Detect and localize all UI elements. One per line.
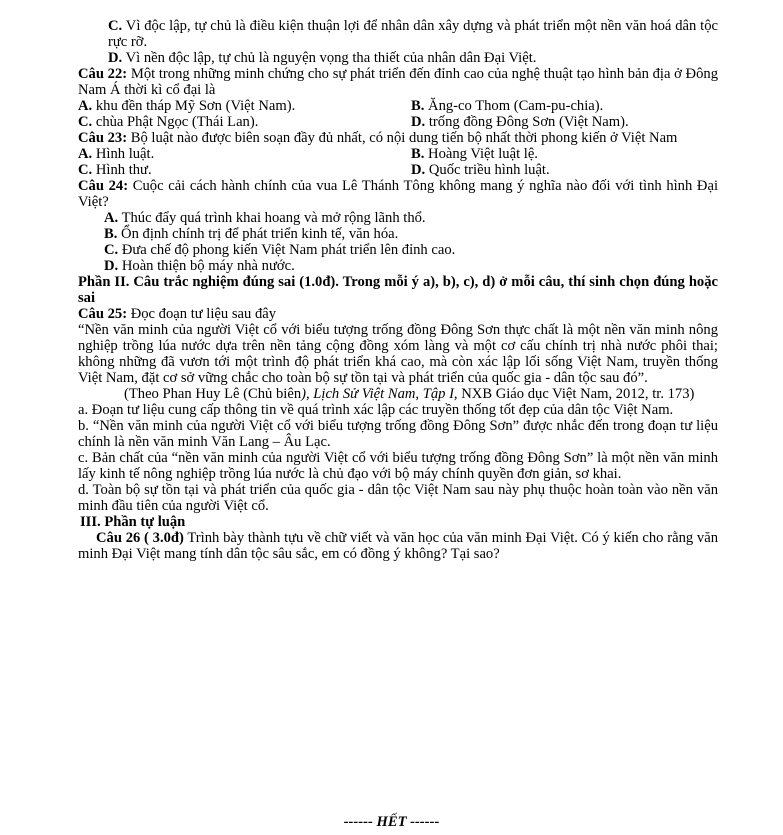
q24-option-d: D. Hoàn thiện bộ máy nhà nước. xyxy=(104,258,295,274)
q23-option-c: C. Hình thư. xyxy=(78,162,152,178)
q23-option-d: D. Quốc triều hình luật. xyxy=(411,162,550,178)
q25-quote: “Nền văn minh của người Việt cổ với biểu tượng trống đồng Đông Sơn thực chất là một nền văn minh nông nghiệp trồng lúa nước dựa trên nền tảng cộng đồng xóm làng và một cơ cấu chính trị nhà nước phôi thai; không những đã vươn tới một trình độ phát triển khá cao, mà còn xác lập lối sống Việt Nam, truyền thống Việt Nam, đặt cơ sở vững chắc cho toàn bộ sự tồn tại và phát triển của quốc gia - dân tộc sau đó”. xyxy=(78,322,718,386)
q23-options-row-1 xyxy=(78,146,718,162)
q25-source: (Theo Phan Huy Lê (Chủ biên), Lịch Sử Việt Nam, Tập I, NXB Giáo dục Việt Nam, 2012, tr. 173) xyxy=(124,386,695,402)
q24-option-a: A. Thúc đẩy quá trình khai hoang và mở rộng lãnh thổ. xyxy=(104,210,426,226)
q24-option-b: B. Ổn định chính trị để phát triển kinh tế, văn hóa. xyxy=(104,226,399,242)
q22-options-row-2 xyxy=(78,114,718,130)
q22-options-row-1 xyxy=(78,98,718,114)
q22-stem: Câu 22: Một trong những minh chứng cho sự phát triển đến đỉnh cao của nghệ thuật tạo hình bản địa ở Đông Nam Á thời kì cổ đại là xyxy=(78,66,718,98)
q24-stem: Câu 24: Cuộc cải cách hành chính của vua Lê Thánh Tông không mang ý nghĩa nào đối với tình hình Đại Việt? xyxy=(78,178,718,210)
q22-option-a: A. khu đền tháp Mỹ Sơn (Việt Nam). xyxy=(78,98,296,114)
q23-option-a: A. Hình luật. xyxy=(78,146,155,162)
q25-statement-a: a. Đoạn tư liệu cung cấp thông tin về quá trình xác lập các truyền thống tốt đẹp của dân tộc Việt Nam. xyxy=(78,402,674,418)
q23-stem: Câu 23: Bộ luật nào được biên soạn đầy đủ nhất, có nội dung tiến bộ nhất thời phong kiến ở Việt Nam xyxy=(78,130,678,146)
q21-option-c: C. Vì độc lập, tự chủ là điều kiện thuận lợi để nhân dân xây dựng và phát triển một nền văn hoá dân tộc rực rỡ. xyxy=(108,18,719,50)
q24-option-c: C. Đưa chế độ phong kiến Việt Nam phát triển lên đỉnh cao. xyxy=(104,242,456,258)
part-3-heading: III. Phần tự luận xyxy=(80,514,186,530)
part-2-heading: Phần II. Câu trắc nghiệm đúng sai (1.0đ). Trong mỗi ý a), b), c), d) ở mỗi câu, thí sinh chọn đúng hoặc sai xyxy=(78,274,718,306)
q23-options-row-2 xyxy=(78,162,718,178)
q21-option-d: D. Vì nền độc lập, tự chủ là nguyện vọng tha thiết của nhân dân Đại Việt. xyxy=(108,50,537,66)
q25-statement-b: b. “Nền văn minh của người Việt cổ với biểu tượng trống đồng Đông Sơn” được nhắc đến trong đoạn tư liệu chính là nền văn minh Văn Lang – Âu Lạc. xyxy=(78,418,718,450)
q22-option-b: B. Ăng-co Thom (Cam-pu-chia). xyxy=(411,98,604,114)
q22-option-d: D. trống đồng Đông Sơn (Việt Nam). xyxy=(411,114,629,130)
end-marker: ------ HẾT ------ xyxy=(343,814,440,830)
q25-statement-d: d. Toàn bộ sự tồn tại và phát triển của quốc gia - dân tộc Việt Nam sau này phụ thuộc hoàn toàn vào nền văn minh đầu tiên của người Việt cổ. xyxy=(78,482,718,514)
q25-statement-c: c. Bản chất của “nền văn minh của người Việt cổ với biểu tượng trống đồng Đông Sơn” là một nền văn minh lấy kinh tế nông nghiệp trồng lúa nước là chủ đạo với bộ máy chính quyền đơn giản, sơ khai. xyxy=(78,450,718,482)
q23-option-b: B. Hoàng Việt luật lệ. xyxy=(411,146,538,162)
q25-intro: Câu 25: Đọc đoạn tư liệu sau đây xyxy=(78,306,277,322)
exam-page xyxy=(78,18,718,562)
q26-stem: Câu 26 ( 3.0đ) Trình bày thành tựu về chữ viết và văn học của văn minh Đại Việt. Có ý kiến cho rằng văn minh Đại Việt mang tính dân tộc sâu sắc, em có đồng ý không? Tại sao? xyxy=(78,530,718,562)
q22-option-c: C. chùa Phật Ngọc (Thái Lan). xyxy=(78,114,259,130)
